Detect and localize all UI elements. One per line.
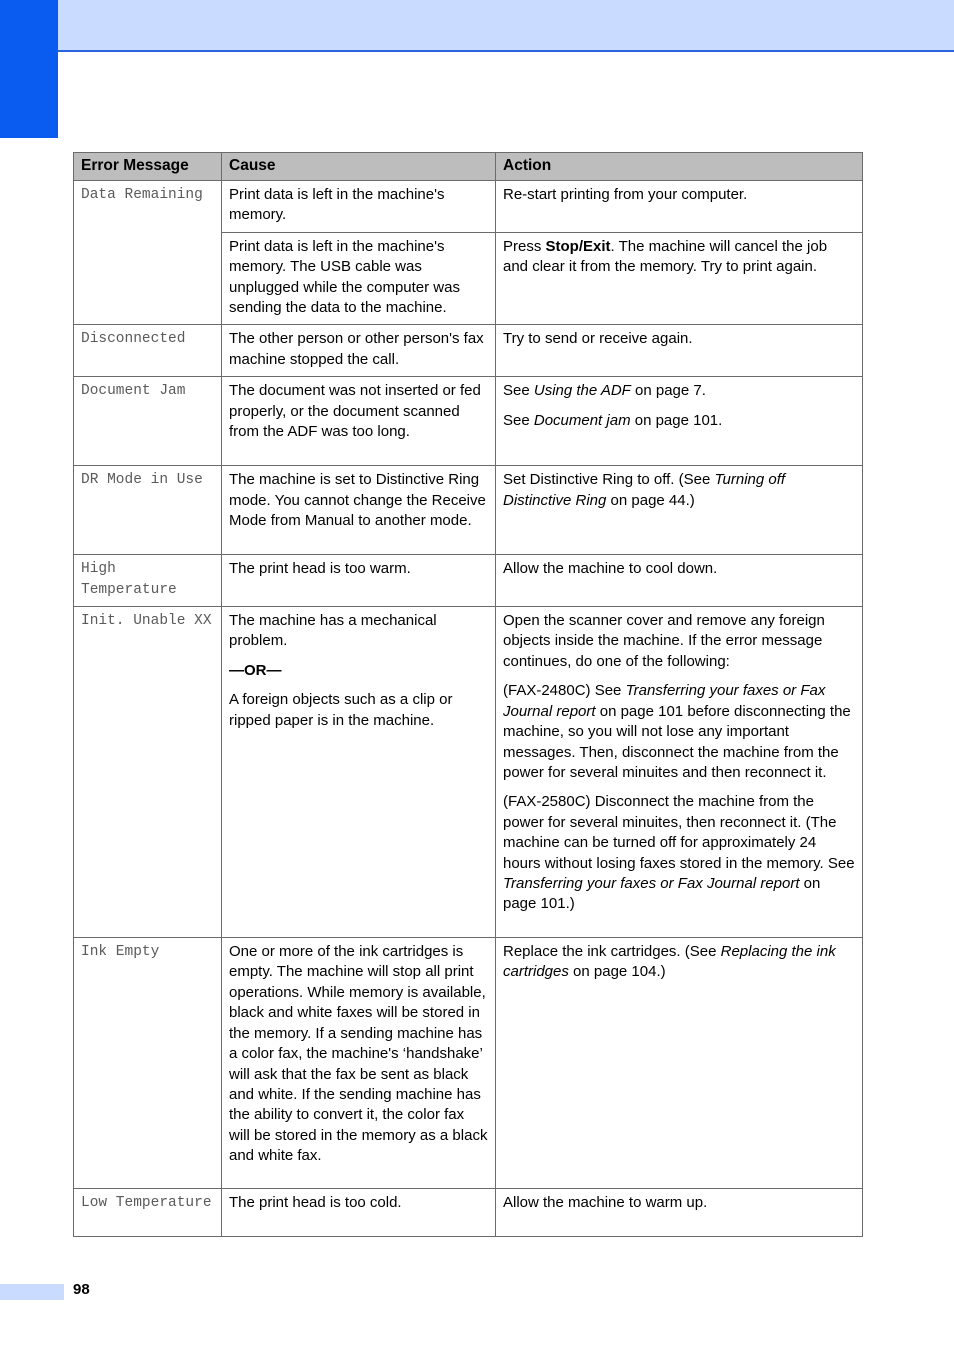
header-cause: Cause	[222, 153, 496, 181]
error-message-cell: Ink Empty	[74, 938, 222, 1189]
action-text: . The machine will cancel the job and clear it from the memory. Try to print again.	[503, 237, 828, 276]
footer-bar	[0, 1284, 64, 1300]
action-text: on page 101.	[630, 411, 723, 429]
header-error-message: Error Message	[74, 153, 222, 181]
action-paragraph	[503, 792, 856, 914]
action-paragraph	[503, 381, 856, 401]
page-number: 98	[73, 1281, 90, 1298]
error-message-cell: Disconnected	[74, 325, 222, 377]
action-text: on page 101.)	[503, 874, 821, 913]
action-text: See	[503, 382, 534, 400]
cause-cell: One or more of the ink cartridges is empty. The machine will stop all print operations. While memory is available, black and white faxes will be stored in the memory. If a sending machine has a color fax, the machine's ‘handshake’ will ask that the fax be sent as black and white. If the sending machine has the ability to convert it, the color fax will be stored in the memory as a black and white fax.	[222, 938, 496, 1189]
table-row	[74, 377, 863, 466]
action-cell	[496, 938, 863, 1189]
table-row	[74, 181, 863, 233]
action-cell	[496, 466, 863, 555]
chapter-tab	[0, 0, 58, 138]
table-row	[74, 607, 863, 938]
action-cell: Try to send or receive again.	[496, 325, 863, 377]
action-text: on page 104.)	[568, 963, 666, 981]
table-row	[74, 938, 863, 1189]
cross-reference-link: Turning off Distinctive Ring	[503, 471, 786, 509]
action-cell: Allow the machine to cool down.	[496, 555, 863, 607]
header-action: Action	[496, 153, 863, 181]
action-cell: Allow the machine to warm up.	[496, 1189, 863, 1237]
error-message-cell: High Temperature	[74, 555, 222, 607]
cause-cell: Print data is left in the machine's memory. The USB cable was unplugged while the computer was sending the data to the machine.	[222, 232, 496, 325]
table-row	[74, 466, 863, 555]
action-text: (FAX-2580C) Disconnect the machine from the power for several minuites, then reconnect it. (The machine can be turned off for approximately 24 hours without losing faxes stored in the memory. See	[503, 793, 855, 872]
action-paragraph	[503, 411, 856, 431]
error-message-cell: DR Mode in Use	[74, 466, 222, 555]
cross-reference-link: Replacing the ink cartridges	[503, 943, 836, 981]
error-message-table	[73, 152, 863, 1237]
action-text: Replace the ink cartridges. (See	[503, 943, 721, 961]
cause-cell: The print head is too warm.	[222, 555, 496, 607]
cause-cell: The print head is too cold.	[222, 1189, 496, 1237]
cross-reference-link: Document jam	[533, 411, 631, 429]
error-message-cell: Document Jam	[74, 377, 222, 466]
error-message-cell: Data Remaining	[74, 181, 222, 325]
error-message-cell: Low Temperature	[74, 1189, 222, 1237]
action-cell	[496, 607, 863, 938]
cause-cell: The document was not inserted or fed properly, or the document scanned from the ADF was too long.	[222, 377, 496, 466]
header-band	[0, 0, 954, 52]
action-text: on page 44.)	[606, 491, 695, 509]
action-text: on page 7.	[630, 382, 706, 400]
table-row	[74, 555, 863, 607]
cause-cell: Print data is left in the machine's memory.	[222, 181, 496, 233]
cause-cell	[222, 607, 496, 938]
cross-reference-link: Using the ADF	[533, 382, 631, 400]
action-text: on page 101 before disconnecting the machine, so you will not lose any important messages. Then, disconnect the machine from the power for several minuites and then reconnect it.	[503, 702, 851, 781]
table-row	[74, 1189, 863, 1237]
cause-cell: The other person or other person's fax machine stopped the call.	[222, 325, 496, 377]
action-text: Set Distinctive Ring to off. (See	[503, 471, 715, 489]
table-header-row	[74, 153, 863, 181]
action-cell	[496, 377, 863, 466]
cause-paragraph: The machine has a mechanical problem.	[229, 612, 437, 650]
action-paragraph	[503, 681, 856, 783]
cause-cell: The machine is set to Distinctive Ring mode. You cannot change the Receive Mode from Manual to another mode.	[222, 466, 496, 555]
action-text: Press	[503, 237, 546, 255]
action-text: (FAX-2480C) See	[503, 682, 626, 700]
action-cell: Re-start printing from your computer.	[496, 181, 863, 233]
error-message-cell: Init. Unable XX	[74, 607, 222, 938]
cross-reference-link: Transferring your faxes or Fax Journal report	[503, 874, 800, 892]
cross-reference-link: Transferring your faxes or Fax Journal report	[503, 682, 826, 720]
table-row	[74, 325, 863, 377]
action-text: See	[503, 411, 534, 429]
or-separator: —OR—	[229, 661, 282, 679]
stop-exit-key-label: Stop/Exit	[545, 237, 611, 255]
action-cell	[496, 232, 863, 325]
cause-paragraph: A foreign objects such as a clip or ripped paper is in the machine.	[229, 691, 453, 729]
action-paragraph: Open the scanner cover and remove any foreign objects inside the machine. If the error message continues, do one of the following:	[503, 612, 825, 670]
